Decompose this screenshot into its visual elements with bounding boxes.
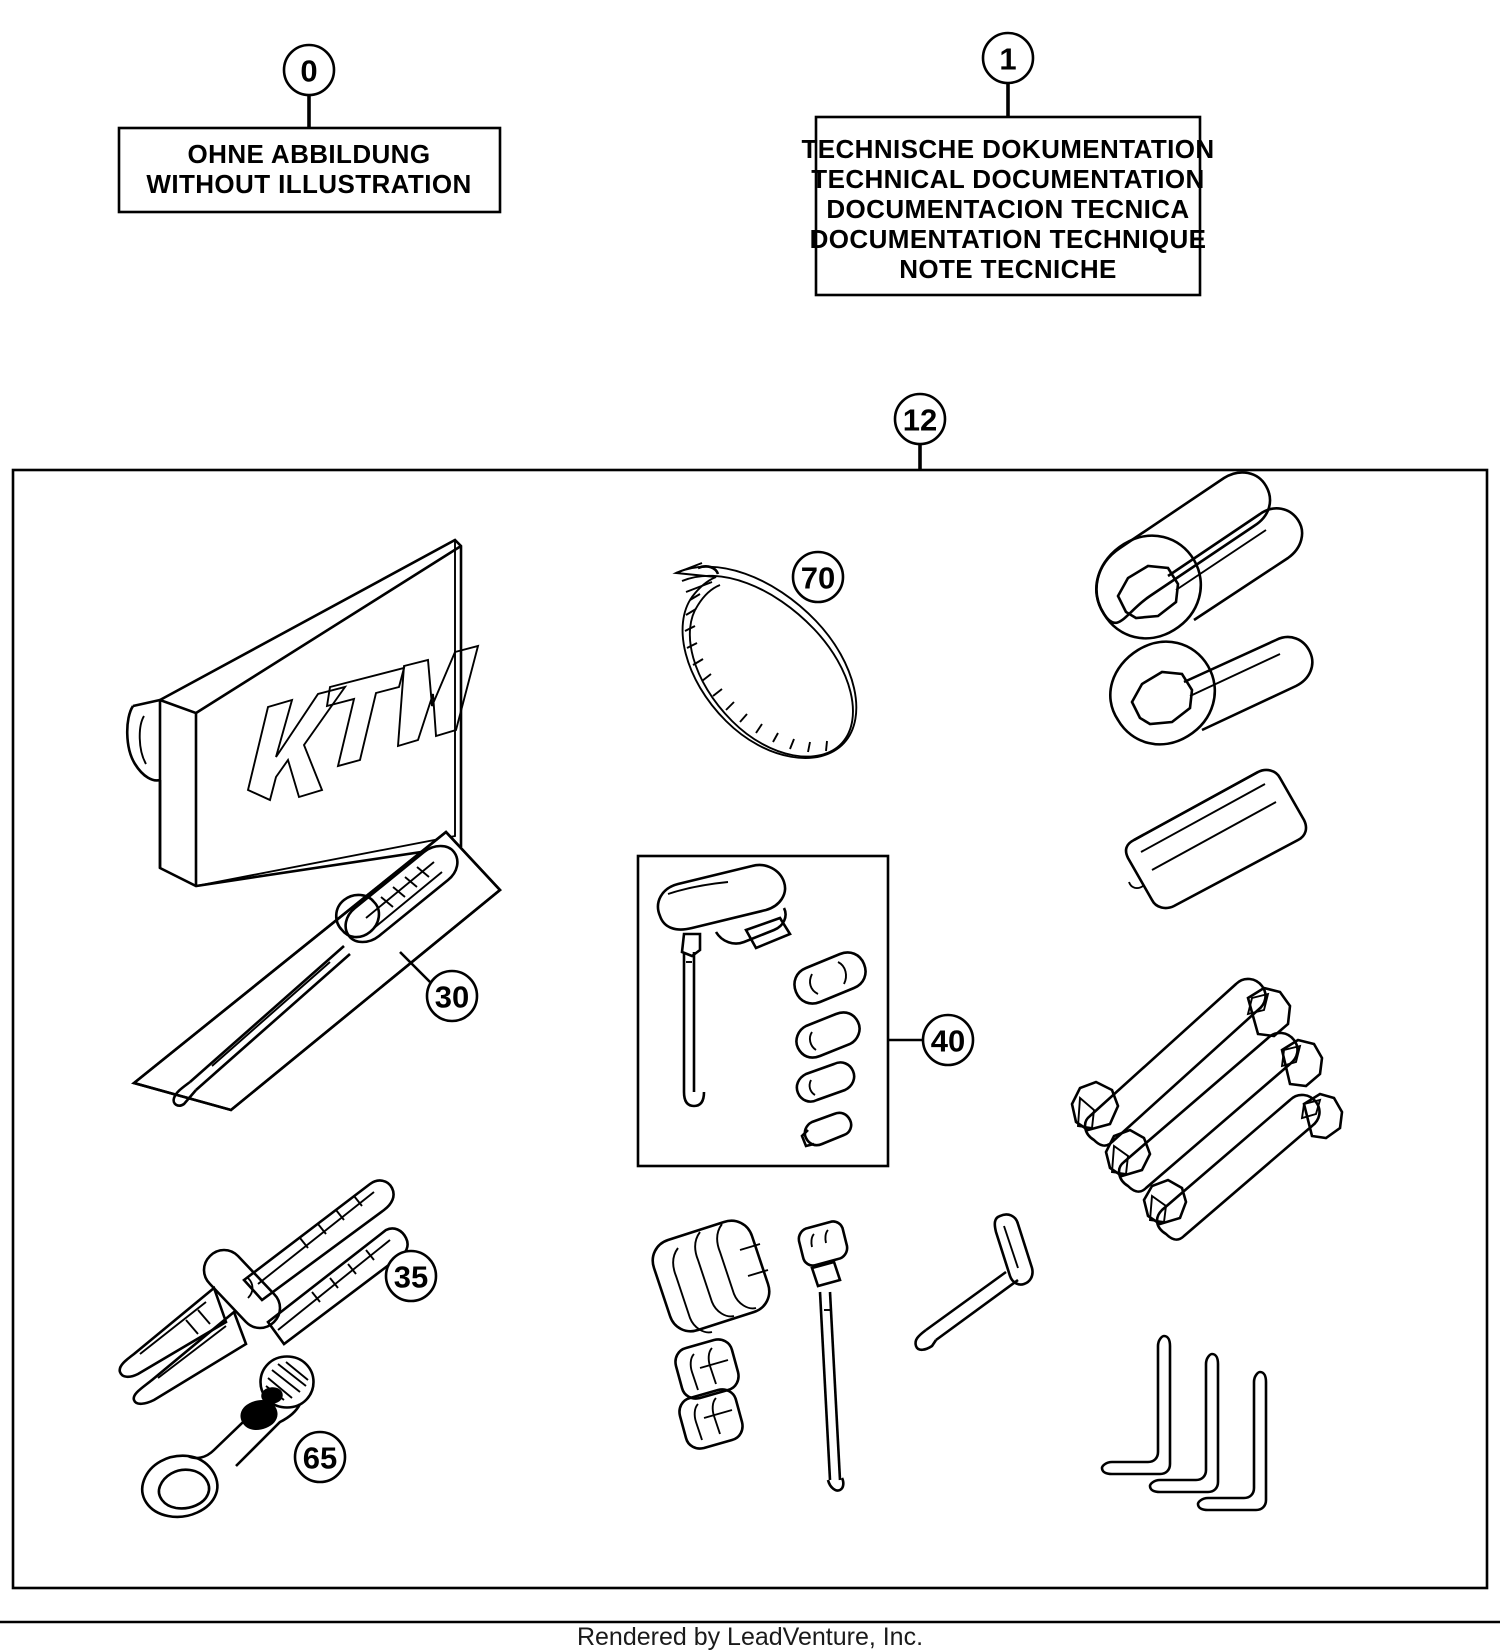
callout-1-number: 1 bbox=[999, 41, 1017, 77]
callout-30-number: 30 bbox=[434, 979, 470, 1015]
callout-70-number: 70 bbox=[800, 560, 836, 596]
callout-65-number: 65 bbox=[302, 1440, 338, 1476]
technical-documentation-line-5: NOTE TECNICHE bbox=[899, 254, 1117, 284]
technical-documentation-line-2: TECHNICAL DOCUMENTATION bbox=[811, 164, 1205, 194]
callout-40-number: 40 bbox=[930, 1023, 966, 1059]
note-without-illustration bbox=[119, 45, 500, 212]
note-technical-documentation bbox=[801, 33, 1214, 295]
without-illustration-line-1: OHNE ABBILDUNG bbox=[187, 139, 431, 169]
assembly-callout-12 bbox=[895, 394, 945, 470]
credit-text: Rendered by LeadVenture, Inc. bbox=[576, 1623, 924, 1651]
callout-12-number: 12 bbox=[902, 402, 938, 438]
technical-documentation-line-4: DOCUMENTATION TECHNIQUE bbox=[809, 224, 1207, 254]
without-illustration-line-2: WITHOUT ILLUSTRATION bbox=[146, 169, 472, 199]
technical-documentation-line-3: DOCUMENTACION TECNICA bbox=[826, 194, 1190, 224]
callout-35-number: 35 bbox=[393, 1259, 429, 1295]
callout-70 bbox=[793, 552, 843, 602]
callout-0-number: 0 bbox=[300, 53, 318, 89]
technical-documentation-line-1: TECHNISCHE DOKUMENTATION bbox=[801, 134, 1215, 164]
